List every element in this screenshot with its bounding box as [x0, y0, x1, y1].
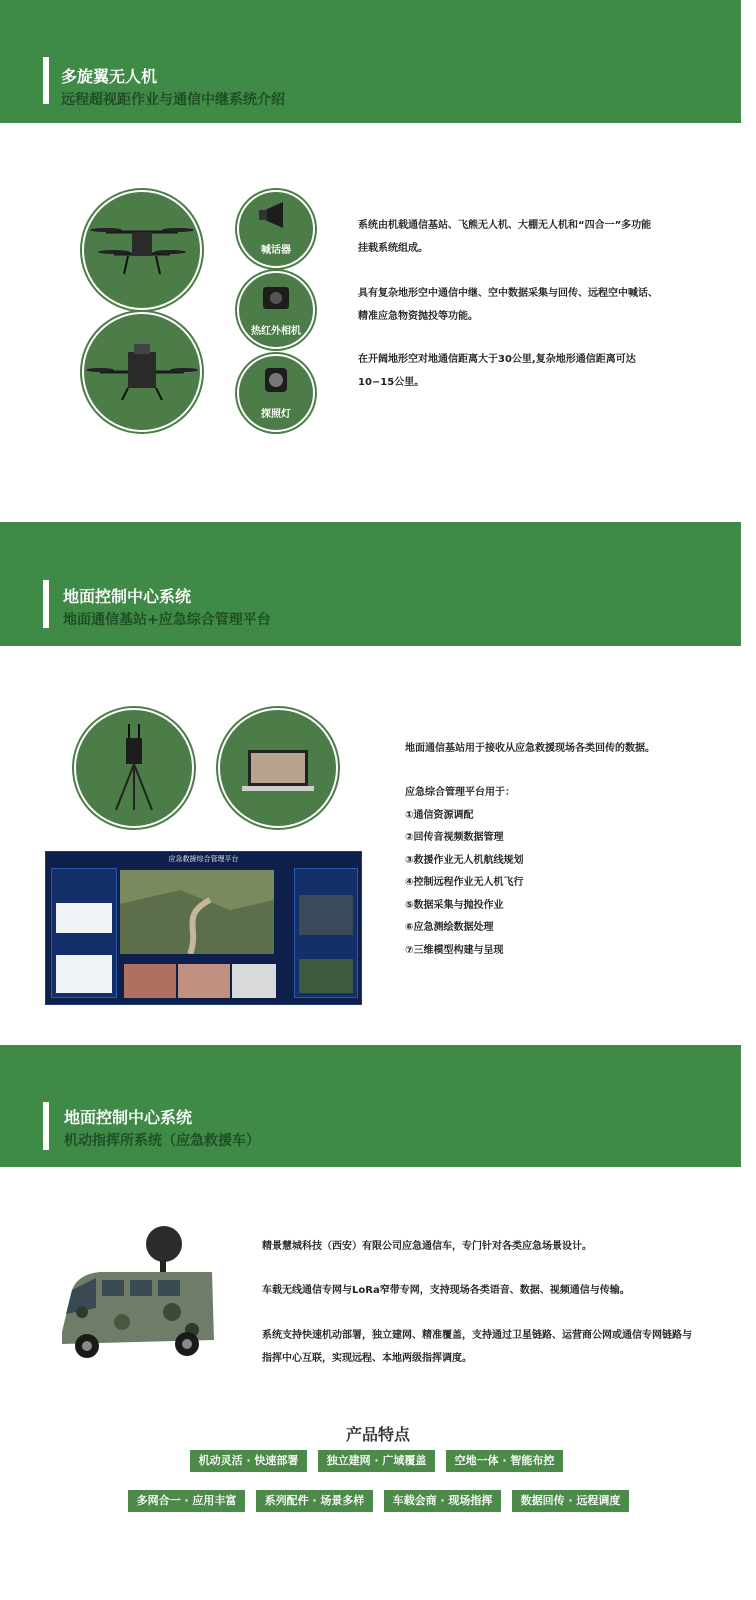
- section1-title: 多旋翼无人机: [61, 67, 158, 86]
- platform-thumb-2: [178, 964, 230, 998]
- section2-title: 地面控制中心系统: [63, 587, 192, 606]
- platform-thumb-3: [232, 964, 276, 998]
- list-item: ⑤数据采集与抛投作业: [405, 900, 504, 911]
- payload-label-speaker: 喊话器: [261, 245, 291, 256]
- section3-paragraph-2: 车载无线通信专网与LoRa窄带专网，支持现场各类语音、数据、视频通信与传输。: [262, 1285, 630, 1296]
- section3-banner: [0, 1045, 741, 1167]
- section2-intro: 地面通信基站用于接收从应急救援现场各类回传的数据。: [405, 743, 655, 754]
- section3-subtitle: 机动指挥所系统（应急救援车）: [64, 1133, 260, 1149]
- payload-label-thermal: 热红外相机: [251, 326, 301, 337]
- payload-speaker: [237, 190, 315, 268]
- quadcopter-icon: [84, 192, 200, 308]
- section2-list-heading: 应急综合管理平台用于：: [405, 787, 515, 798]
- payload-label-searchlight: 探照灯: [261, 409, 291, 420]
- features-heading: 产品特点: [345, 1425, 410, 1444]
- section1-paragraph-1: 系统由机载通信基站、飞熊无人机、大棚无人机和“四合一”多功能挂载系统组成。: [358, 220, 652, 254]
- section3-paragraph-1: 精景慧城科技（西安）有限公司应急通信车，专门针对各类应急场景设计。: [262, 1241, 592, 1252]
- feature-tag: 机动灵活 · 快速部署: [190, 1450, 307, 1472]
- list-item: ④控制远程作业无人机飞行: [405, 877, 524, 888]
- drone-photo-1: [82, 190, 202, 310]
- feature-tag: 车载会商 · 现场指挥: [384, 1490, 501, 1512]
- section1-banner: [0, 0, 741, 123]
- section1-paragraph-2: 具有复杂地形空中通信中继、空中数据采集与回传、远程空中喊话、精准应急物资抛投等功能。: [358, 288, 658, 322]
- section2-banner: [0, 522, 741, 646]
- banner-accent-bar: [43, 57, 49, 104]
- platform-screen-title: 应急救援综合管理平台: [168, 855, 239, 863]
- section3-title: 地面控制中心系统: [64, 1108, 193, 1127]
- feature-tag: 独立建网 · 广域覆盖: [318, 1450, 435, 1472]
- feature-tag: 数据回传 · 远程调度: [512, 1490, 629, 1512]
- section1-subtitle: 远程超视距作业与通信中继系统介绍: [61, 92, 285, 108]
- list-item: ⑥应急测绘数据处理: [405, 922, 494, 933]
- platform-thumb-1: [124, 964, 176, 998]
- base-station-photo: [74, 708, 194, 828]
- laptop-platform-photo: [218, 708, 338, 828]
- feature-tag: 系列配件 · 场景多样: [256, 1490, 373, 1512]
- list-item: ②回传音视频数据管理: [405, 832, 504, 843]
- emergency-vehicle-image: [52, 1222, 222, 1372]
- laptop-icon: [220, 710, 336, 826]
- list-item: ⑦三维模型构建与呈现: [405, 945, 504, 956]
- feature-tag: 多网合一 · 应用丰富: [128, 1490, 245, 1512]
- feature-tag: 空地一体 · 智能布控: [446, 1450, 563, 1472]
- section2-subtitle: 地面通信基站+应急综合管理平台: [63, 612, 271, 628]
- drone-photo-2: [82, 312, 202, 432]
- section1-paragraph-3: 在开阔地形空对地通信距离大于30公里,复杂地形通信距离可达10−15公里。: [358, 354, 636, 388]
- list-item: ①通信资源调配: [405, 810, 474, 821]
- list-item: ③救援作业无人机航线规划: [405, 855, 524, 866]
- banner-accent-bar: [43, 580, 49, 628]
- payload-searchlight: [237, 354, 315, 432]
- platform-left-panel: [51, 868, 117, 998]
- platform-right-panel: [294, 868, 358, 998]
- antenna-tripod-icon: [76, 710, 192, 826]
- banner-accent-bar: [43, 1102, 49, 1150]
- platform-main-video: [120, 870, 274, 954]
- management-platform-screenshot: [45, 851, 362, 1005]
- section3-paragraph-3: 系统支持快速机动部署，独立建网、精准覆盖，支持通过卫星链路、运营商公网或通信专网链路与指挥中心互联，实现远程、本地两级指挥调度。: [262, 1330, 692, 1364]
- payload-thermal-camera: [237, 271, 315, 349]
- heavy-drone-icon: [84, 314, 200, 430]
